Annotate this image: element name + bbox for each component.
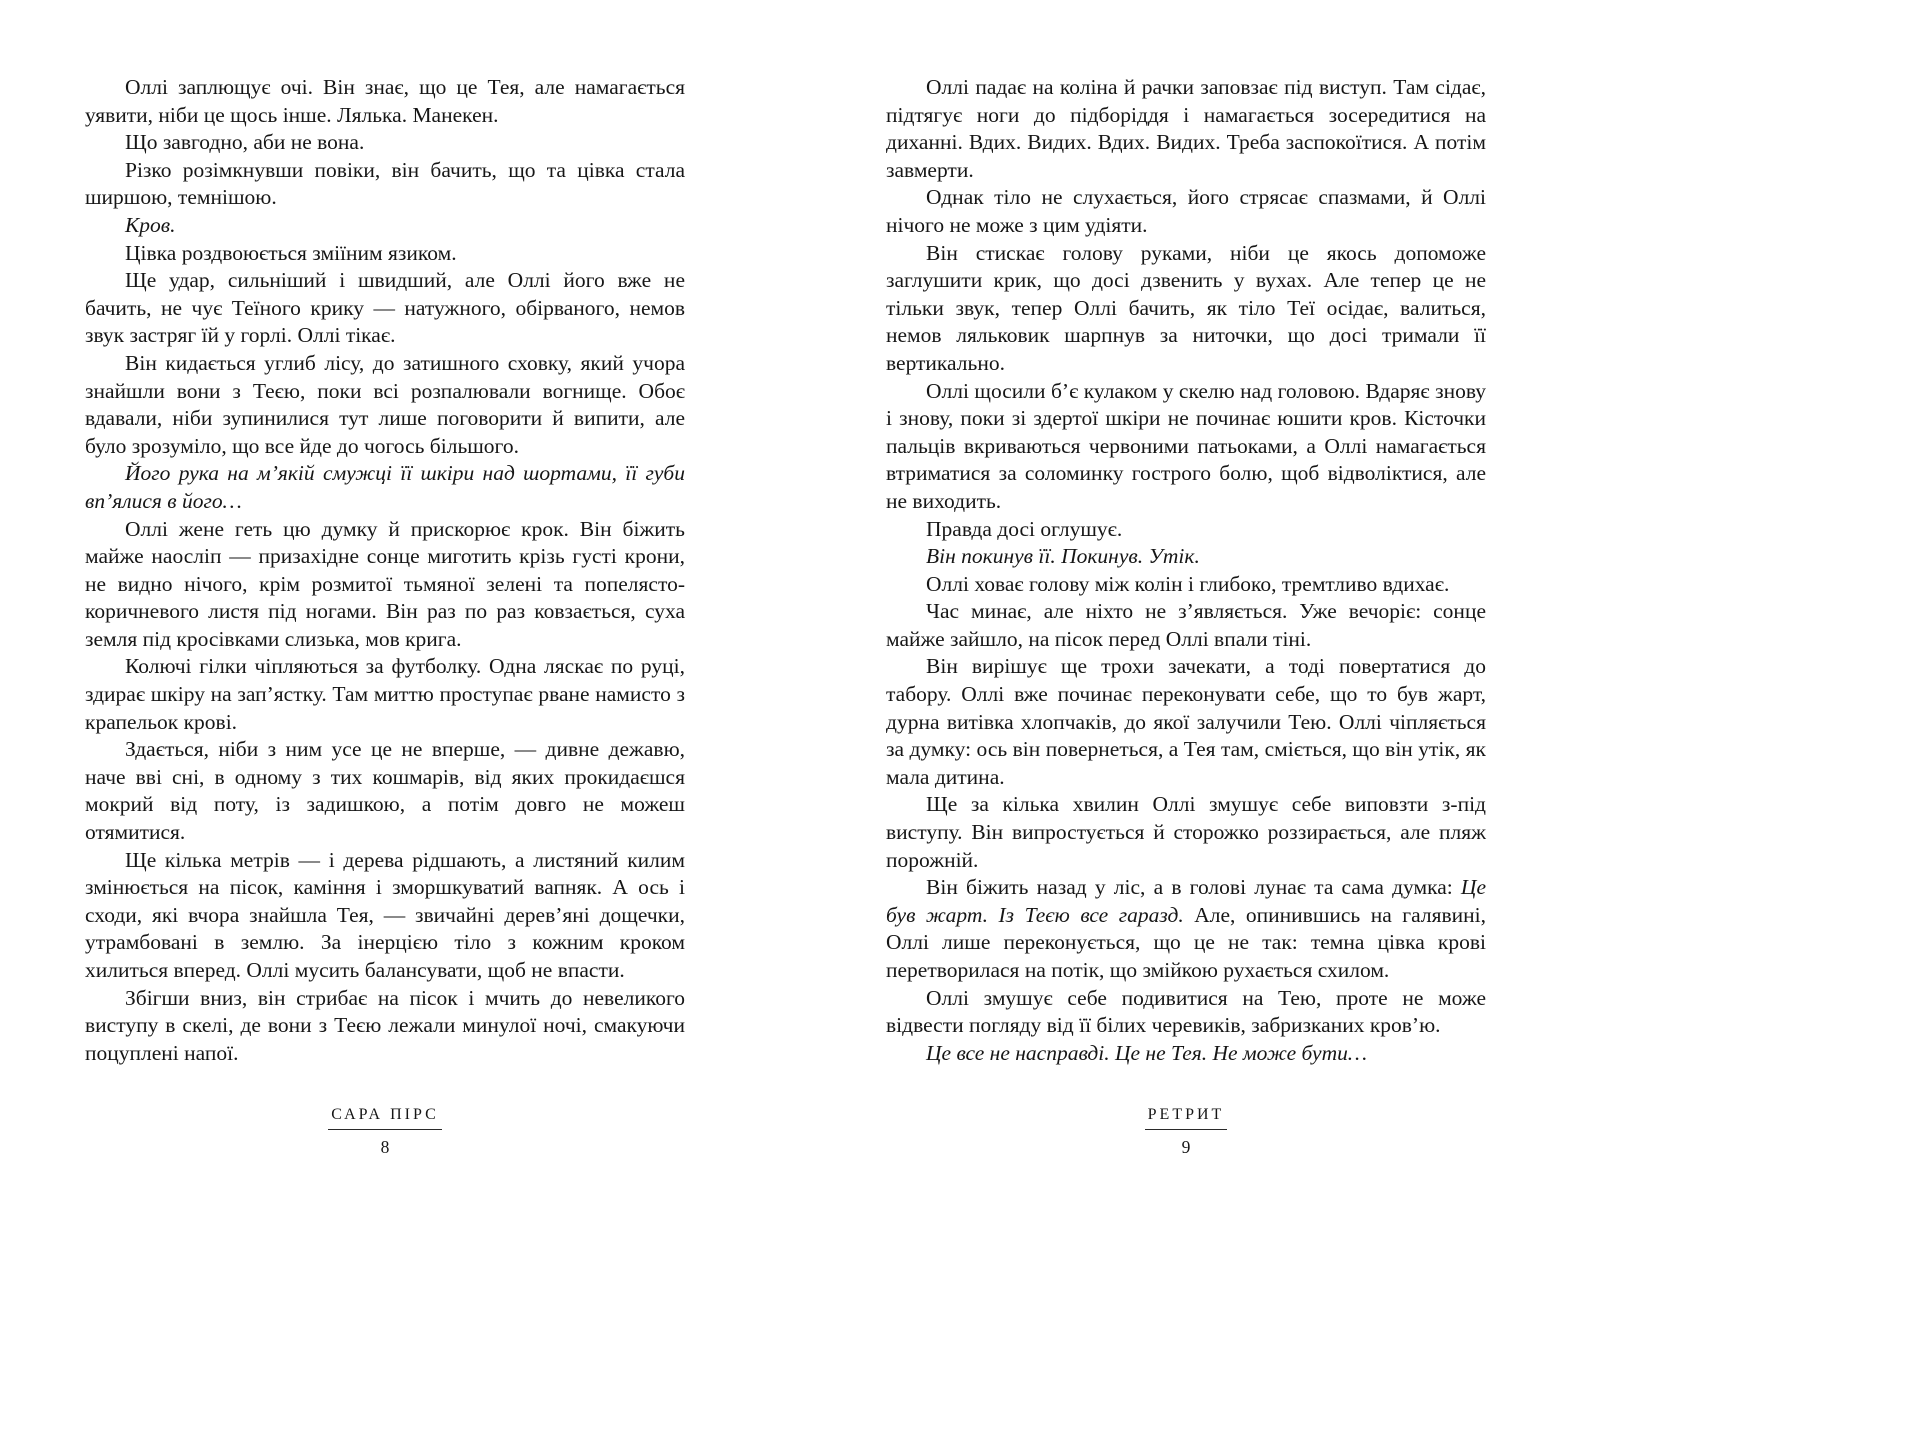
left-page-text <box>85 74 685 1067</box>
body-text: Але, опинившись на галявині, Оллі лише переконується, що це не так: темна цівка крові перетворилася на потік, що змійкою рухається схилом. <box>886 902 1486 982</box>
page-number-left: 8 <box>380 1137 390 1157</box>
paragraph <box>85 350 685 460</box>
paragraph <box>886 985 1486 1040</box>
body-text: Оллі заплющує очі. Він знає, що це Тея, але намагається уявити, ніби це щось інше. Лялька. Манекен. <box>85 75 685 127</box>
paragraph <box>886 516 1486 544</box>
paragraph <box>85 267 685 350</box>
body-text: Він кидається углиб лісу, до затишного сховку, який учора знайшли вони з Теєю, поки всі розпалювали вогнище. Обоє вдавали, ніби зупинилися тут лише поговорити й випити, але було зрозуміло, що все йде до чогось більшого. <box>85 350 685 458</box>
running-head-author: САРА ПІРС <box>328 1106 441 1130</box>
body-text: Оллі ховає голову між колін і глибоко, тремтливо вдихає. <box>926 571 1450 596</box>
italic-text: Його рука на м’якій смужці її шкіри над шортами, її губи вп’ялися в його… <box>85 461 685 513</box>
paragraph <box>886 598 1486 653</box>
paragraph <box>85 460 685 515</box>
body-text: Оллі щосили б’є кулаком у скелю над головою. Вдаряє знову і знову, поки зі здертої шкіри не починає юшити кров. Кісточки пальців вкриваються червоними патьоками, а Оллі намагається втриматися за соломинку гострого болю, щоб відволіктися, але не виходить. <box>886 378 1486 513</box>
body-text: Колючі гілки чіпляються за футболку. Одна ляскає по руці, здирає шкіру на зап’ястку. Там миттю проступає рване намисто з крапельок крові. <box>85 654 685 734</box>
body-text: Що завгодно, аби не вона. <box>125 130 365 155</box>
body-text: Він вирішує ще трохи зачекати, а тоді повертатися до табору. Оллі вже починає переконувати себе, що то був жарт, дурна витівка хлопчаків, до якої залучили Тею. Оллі чіпляється за думку: ось він повернеться, а Тея там, сміється, що він утік, як мала дитина. <box>886 654 1486 789</box>
paragraph <box>85 516 685 654</box>
body-text: Час минає, але ніхто не з’являється. Уже вечоріє: сонце майже зайшло, на пісок перед Оллі впали тіні. <box>886 599 1486 651</box>
paragraph <box>886 1040 1486 1068</box>
paragraph <box>886 543 1486 571</box>
paragraph <box>85 736 685 846</box>
paragraph <box>85 129 685 157</box>
paragraph <box>886 791 1486 874</box>
paragraph <box>85 74 685 129</box>
paragraph <box>85 157 685 212</box>
body-text: Оллі змушує себе подивитися на Тею, проте не може відвести погляду від її білих черевиків, забризканих кров’ю. <box>886 985 1486 1038</box>
paragraph <box>886 874 1486 984</box>
left-page-footer <box>85 1106 685 1158</box>
body-text: Він біжить назад у ліс, а в голові лунає та сама думка: <box>926 875 1461 900</box>
body-text: Однак тіло не слухається, його стрясає спазмами, й Оллі нічого не може з цим удіяти. <box>886 185 1486 237</box>
italic-text: Це все не насправді. Це не Тея. Не може бути… <box>926 1040 1367 1065</box>
body-text: Різко розімкнувши повіки, він бачить, що та цівка стала ширшою, темнішою. <box>85 157 685 210</box>
paragraph <box>85 240 685 268</box>
body-text: Ще за кілька хвилин Оллі змушує себе виповзти з-під виступу. Він випростується й сторожко роззирається, але пляж порожній. <box>886 792 1486 872</box>
paragraph <box>85 985 685 1068</box>
paragraph <box>85 653 685 736</box>
italic-text: Він покинув її. Покинув. Утік. <box>926 544 1200 569</box>
running-head-title: РЕТРИТ <box>1145 1106 1228 1130</box>
body-text: Цівка роздвоюється зміїним язиком. <box>125 240 457 265</box>
body-text: Ще удар, сильніший і швидший, але Оллі його вже не бачить, не чує Теїного крику — натужного, обірваного, немов звук застряг їй у горлі. Оллі тікає. <box>85 268 685 348</box>
italic-text: Це був жарт. Із Теєю все гаразд. <box>886 875 1486 927</box>
right-page-text <box>886 74 1486 1067</box>
page-number-right: 9 <box>1181 1137 1191 1157</box>
italic-text: Кров. <box>125 212 176 237</box>
body-text: Ще кілька метрів — і дерева рідшають, а листяний килим змінюється на пісок, каміння і зморшкуватий вапняк. А ось і сходи, які вчора знайшла Тея, — звичайні дерев’яні дощечки, утрамбовані в землю. За інерцією тіло з кожним кроком хилиться вперед. Оллі мусить балансувати, щоб не впасти. <box>85 847 685 982</box>
paragraph <box>886 378 1486 516</box>
paragraph <box>886 653 1486 791</box>
body-text: Він стискає голову руками, ніби це якось допоможе заглушити крик, що досі дзвенить у вухах. Але тепер це не тільки звук, тепер Оллі бачить, як тіло Теї осідає, валиться, немов ляльковик шарпнув за ниточки, що досі тримали її вертикально. <box>886 240 1486 375</box>
body-text: Правда досі оглушує. <box>926 516 1123 541</box>
paragraph <box>886 74 1486 184</box>
right-page-footer <box>886 1106 1486 1158</box>
paragraph <box>886 184 1486 239</box>
body-text: Оллі жене геть цю думку й прискорює крок. Він біжить майже наосліп — призахідне сонце миготить крізь густі крони, не видно нічого, крім розмитої тьмяної зелені та попелясто-коричневого листя під ногами. Він раз по раз ковзається, суха земля під кросівками слизька, мов крига. <box>85 516 685 651</box>
body-text: Оллі падає на коліна й рачки заповзає під виступ. Там сідає, підтягує ноги до підборіддя і намагається зосередитися на диханні. Вдих. Видих. Вдих. Видих. Треба заспокоїтися. А потім завмерти. <box>886 75 1486 182</box>
paragraph <box>886 240 1486 378</box>
paragraph <box>85 847 685 985</box>
body-text: Здається, ніби з ним усе це не вперше, — дивне дежавю, наче вві сні, в одному з тих кошмарів, від яких прокидаєшся мокрий від поту, із задишкою, а потім довго не можеш отямитися. <box>85 737 685 845</box>
paragraph <box>886 571 1486 599</box>
body-text: Збігши вниз, він стрибає на пісок і мчить до невеликого виступу в скелі, де вони з Теєю лежали минулої ночі, смакуючи поцуплені напої. <box>85 985 685 1065</box>
paragraph <box>85 212 685 240</box>
